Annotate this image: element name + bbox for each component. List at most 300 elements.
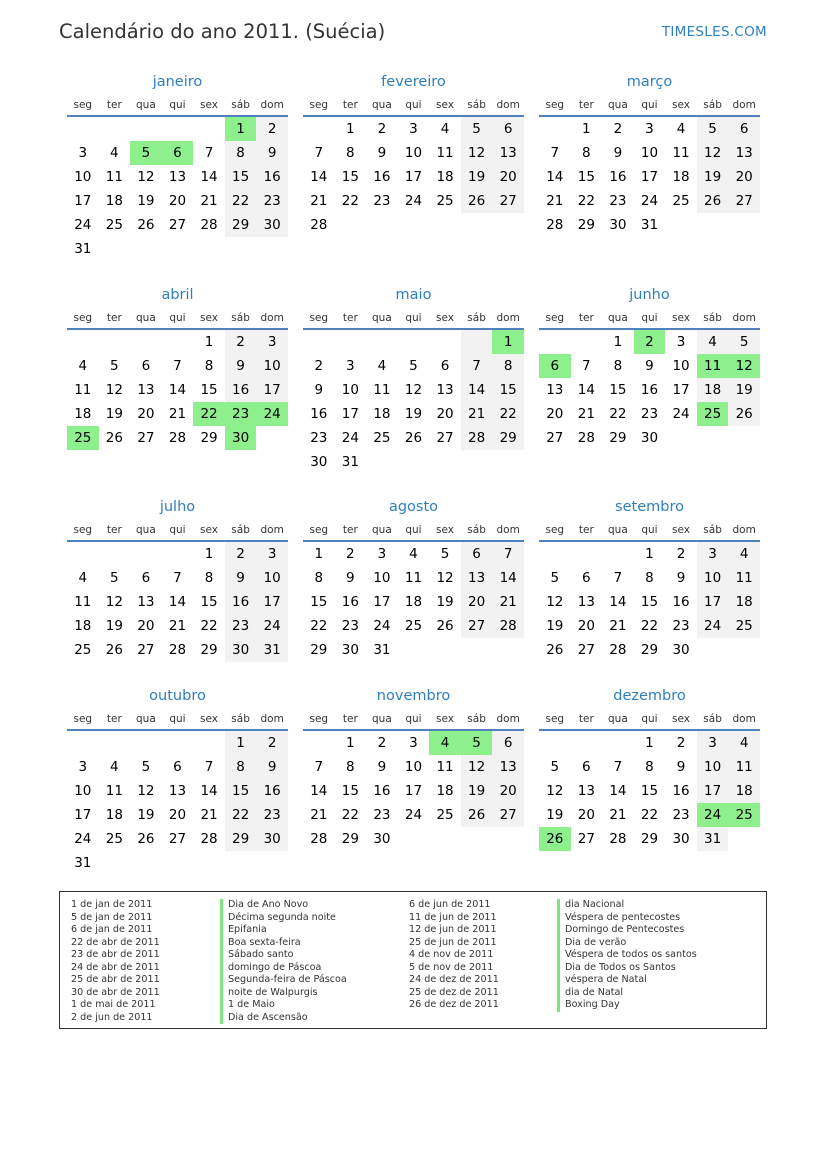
- weekday-label: qua: [136, 524, 156, 536]
- empty-cell: [571, 542, 603, 566]
- holiday-name: Boa sexta-feira: [220, 937, 347, 950]
- day-cell: 19: [461, 779, 493, 803]
- day-cell: 5: [409, 358, 418, 374]
- day-cell: 24: [373, 618, 391, 634]
- brand-link[interactable]: TIMESLES.COM: [661, 24, 767, 40]
- weekday-label: ter: [342, 524, 358, 536]
- weekday-header: [539, 96, 760, 114]
- day-cell: 7: [314, 145, 324, 161]
- day-cell: 20: [728, 165, 760, 189]
- day-cell: 28: [200, 831, 218, 847]
- day-cell: 2: [346, 546, 355, 562]
- day-cell: 19: [728, 378, 760, 402]
- weekday-label: sáb: [231, 713, 250, 725]
- day-cell: 28: [461, 426, 493, 450]
- empty-cell: [99, 330, 131, 354]
- weekday-label: qui: [641, 312, 658, 324]
- day-cell: 12: [137, 783, 155, 799]
- day-cell: 30: [640, 430, 659, 446]
- day-cell: 21: [310, 807, 328, 823]
- weekday-label: seg: [73, 99, 93, 111]
- weekday-header: [539, 309, 760, 327]
- holiday-date: 12 de jun de 2011: [409, 924, 497, 935]
- weekday-header: [303, 309, 524, 327]
- day-cell: 25: [105, 831, 123, 847]
- weekday-label: ter: [578, 312, 594, 324]
- holiday-name: Véspera de pentecostes: [557, 912, 697, 925]
- holiday-date: 25 de abr de 2011: [71, 974, 160, 985]
- day-cell: 30: [225, 638, 257, 662]
- weekday-label: dom: [260, 312, 284, 324]
- day-cell: 15: [225, 165, 257, 189]
- day-cell: 27: [546, 430, 564, 446]
- day-cell: 1: [346, 735, 355, 751]
- weekday-label: qui: [169, 312, 186, 324]
- empty-cell: [429, 213, 461, 237]
- weekday-label: sáb: [703, 713, 722, 725]
- day-cell: 12: [697, 141, 729, 165]
- day-cell: 11: [728, 566, 760, 590]
- day-cell: 16: [256, 165, 288, 189]
- day-cell: 12: [105, 594, 123, 610]
- weekday-label: qua: [372, 99, 392, 111]
- holiday-date: 25 de dez de 2011: [409, 986, 499, 998]
- holiday-name: noite de Walpurgis: [220, 987, 347, 1000]
- weekday-label: sex: [200, 713, 219, 725]
- day-cell: 23: [310, 430, 328, 446]
- day-cell: 14: [168, 382, 187, 398]
- weekday-label: ter: [342, 99, 358, 111]
- day-cell: 10: [341, 382, 359, 398]
- day-cell: 15: [609, 382, 627, 398]
- weekday-label: dom: [260, 524, 284, 536]
- day-cell: 31: [74, 241, 92, 257]
- weekday-label: qua: [608, 312, 628, 324]
- day-cell: 27: [436, 430, 454, 446]
- empty-cell: [130, 330, 162, 354]
- weekday-header: [539, 521, 760, 539]
- day-cell: 17: [404, 169, 423, 185]
- month-abril: [67, 284, 288, 450]
- empty-cell: [366, 213, 398, 237]
- weekday-label: seg: [309, 524, 329, 536]
- empty-cell: [99, 851, 131, 875]
- day-cell: 3: [697, 731, 729, 755]
- day-cell: 11: [697, 354, 729, 378]
- day-cell: 17: [74, 193, 92, 209]
- day-cell: 13: [137, 594, 155, 610]
- month-name: setembro: [615, 499, 684, 515]
- weekday-label: sáb: [231, 524, 250, 536]
- month-name: janeiro: [152, 74, 203, 90]
- day-cell: 23: [373, 807, 391, 823]
- day-cell: 14: [609, 783, 627, 799]
- day-cell: 8: [204, 570, 214, 586]
- empty-cell: [461, 330, 493, 354]
- empty-cell: [461, 638, 493, 662]
- day-cell: 9: [256, 141, 288, 165]
- weekday-label: qui: [641, 713, 658, 725]
- day-cell: 12: [436, 570, 454, 586]
- day-cell: 31: [341, 454, 359, 470]
- day-grid: [303, 330, 524, 474]
- weekday-label: qua: [136, 713, 156, 725]
- weekday-label: dom: [732, 99, 756, 111]
- day-cell: 5: [550, 570, 560, 586]
- day-cell: 28: [168, 430, 187, 446]
- holiday-date: 22 de abr de 2011: [71, 936, 160, 948]
- day-cell: 4: [728, 542, 760, 566]
- day-cell: 9: [256, 755, 288, 779]
- day-cell: 22: [193, 402, 225, 426]
- weekday-label: sex: [436, 713, 455, 725]
- page-title: Calendário do ano 2011. (Suécia): [59, 20, 386, 43]
- weekday-label: sáb: [703, 99, 722, 111]
- weekday-header: [67, 309, 288, 327]
- empty-cell: [398, 827, 430, 851]
- day-cell: 21: [200, 807, 218, 823]
- day-cell: 14: [546, 169, 564, 185]
- weekday-label: qui: [641, 99, 658, 111]
- day-cell: 21: [609, 618, 627, 634]
- day-cell: 1: [645, 546, 654, 562]
- empty-cell: [193, 117, 225, 141]
- day-cell: 24: [404, 193, 423, 209]
- day-cell: 25: [74, 642, 92, 658]
- day-cell: 17: [697, 590, 729, 614]
- day-cell: 2: [225, 542, 257, 566]
- weekday-label: qui: [405, 312, 422, 324]
- weekday-header: [539, 710, 760, 728]
- empty-cell: [193, 731, 225, 755]
- day-cell: 17: [341, 406, 359, 422]
- empty-cell: [602, 731, 634, 755]
- empty-cell: [335, 213, 367, 237]
- empty-cell: [539, 117, 571, 141]
- day-cell: 23: [672, 618, 690, 634]
- day-cell: 7: [492, 542, 524, 566]
- day-cell: 7: [173, 358, 182, 374]
- day-cell: 30: [373, 831, 391, 847]
- day-cell: 28: [310, 217, 328, 233]
- month-name: julho: [159, 499, 196, 515]
- day-cell: 4: [78, 570, 88, 586]
- day-cell: 24: [404, 807, 423, 823]
- weekday-label: sáb: [231, 312, 250, 324]
- day-cell: 31: [256, 638, 288, 662]
- day-cell: 10: [672, 358, 690, 374]
- day-cell: 16: [672, 783, 690, 799]
- empty-cell: [162, 330, 194, 354]
- day-cell: 20: [492, 165, 524, 189]
- month-name: agosto: [388, 499, 439, 515]
- holiday-date: 23 de abr de 2011: [71, 949, 160, 960]
- day-grid: [539, 330, 760, 450]
- day-cell: 28: [492, 614, 524, 638]
- empty-cell: [256, 426, 288, 450]
- day-cell: 11: [728, 755, 760, 779]
- empty-cell: [67, 117, 99, 141]
- day-cell: 7: [461, 354, 493, 378]
- day-cell: 22: [200, 618, 218, 634]
- empty-cell: [728, 638, 760, 662]
- day-cell: 20: [577, 618, 595, 634]
- weekday-label: qui: [169, 99, 186, 111]
- day-cell: 30: [256, 827, 288, 851]
- empty-cell: [429, 450, 461, 474]
- day-cell: 3: [676, 334, 686, 350]
- day-cell: 6: [539, 354, 571, 378]
- empty-cell: [130, 542, 162, 566]
- day-cell: 3: [78, 145, 88, 161]
- day-cell: 4: [697, 330, 729, 354]
- day-cell: 15: [341, 169, 359, 185]
- day-cell: 14: [492, 566, 524, 590]
- day-cell: 25: [67, 426, 99, 450]
- day-cell: 18: [74, 618, 92, 634]
- day-cell: 26: [436, 618, 454, 634]
- holiday-list: [59, 891, 767, 1029]
- day-cell: 13: [492, 755, 524, 779]
- day-cell: 4: [440, 121, 450, 137]
- empty-cell: [99, 237, 131, 261]
- empty-cell: [162, 117, 194, 141]
- day-cell: 27: [137, 642, 155, 658]
- day-cell: 21: [609, 807, 627, 823]
- day-cell: 8: [314, 570, 324, 586]
- day-cell: 2: [676, 546, 686, 562]
- weekday-label: seg: [73, 312, 93, 324]
- month-name: abril: [161, 287, 194, 303]
- month-name: outubro: [149, 688, 206, 704]
- day-cell: 16: [310, 406, 328, 422]
- day-cell: 15: [577, 169, 595, 185]
- day-grid: [303, 117, 524, 237]
- day-cell: 12: [404, 382, 423, 398]
- weekday-label: sex: [436, 99, 455, 111]
- day-cell: 21: [168, 406, 187, 422]
- empty-cell: [539, 330, 571, 354]
- weekday-label: seg: [545, 524, 565, 536]
- month-agosto: [303, 496, 524, 662]
- day-cell: 14: [168, 594, 187, 610]
- day-cell: 9: [377, 759, 387, 775]
- day-cell: 7: [613, 759, 623, 775]
- day-cell: 3: [377, 546, 387, 562]
- day-cell: 9: [314, 382, 324, 398]
- day-cell: 15: [640, 594, 659, 610]
- day-cell: 27: [168, 217, 187, 233]
- month-fevereiro: [303, 71, 524, 237]
- weekday-label: ter: [578, 713, 594, 725]
- empty-cell: [398, 330, 430, 354]
- empty-cell: [429, 330, 461, 354]
- day-cell: 21: [577, 406, 595, 422]
- empty-cell: [335, 330, 367, 354]
- day-cell: 15: [225, 779, 257, 803]
- weekday-label: dom: [260, 99, 284, 111]
- day-cell: 10: [697, 755, 729, 779]
- day-cell: 15: [640, 783, 659, 799]
- day-cell: 21: [168, 618, 187, 634]
- day-cell: 5: [141, 759, 151, 775]
- weekday-label: dom: [496, 99, 520, 111]
- day-cell: 25: [105, 217, 123, 233]
- holiday-date: 1 de jan de 2011: [71, 899, 153, 910]
- day-cell: 22: [640, 618, 659, 634]
- day-cell: 8: [346, 145, 355, 161]
- day-cell: 2: [225, 330, 257, 354]
- weekday-label: sex: [200, 312, 219, 324]
- day-cell: 18: [697, 378, 729, 402]
- day-cell: 4: [110, 759, 119, 775]
- day-cell: 3: [346, 358, 355, 374]
- day-cell: 18: [436, 783, 454, 799]
- holiday-name: Sábado santo: [220, 949, 347, 962]
- day-cell: 3: [78, 759, 88, 775]
- day-cell: 1: [346, 121, 355, 137]
- day-cell: 1: [204, 334, 214, 350]
- day-cell: 25: [728, 803, 760, 827]
- day-cell: 20: [546, 406, 564, 422]
- weekday-label: qua: [372, 312, 392, 324]
- day-cell: 24: [341, 430, 359, 446]
- weekday-label: ter: [578, 99, 594, 111]
- day-cell: 3: [256, 542, 288, 566]
- day-cell: 23: [672, 807, 690, 823]
- day-cell: 9: [676, 759, 686, 775]
- day-cell: 25: [404, 618, 423, 634]
- day-cell: 11: [404, 570, 423, 586]
- month-name: novembro: [376, 688, 451, 704]
- day-cell: 21: [310, 193, 328, 209]
- day-cell: 5: [440, 546, 450, 562]
- day-cell: 8: [492, 354, 524, 378]
- empty-cell: [67, 731, 99, 755]
- day-cell: 12: [546, 783, 564, 799]
- day-cell: 9: [645, 358, 654, 374]
- day-cell: 25: [697, 402, 729, 426]
- holiday-date: 25 de jun de 2011: [409, 936, 497, 948]
- holiday-name: domingo de Páscoa: [220, 962, 347, 975]
- day-cell: 5: [550, 759, 560, 775]
- day-cell: 6: [141, 570, 151, 586]
- day-cell: 8: [346, 759, 355, 775]
- day-cell: 18: [105, 807, 123, 823]
- day-cell: 22: [341, 193, 359, 209]
- day-grid: [67, 731, 288, 875]
- day-cell: 16: [341, 594, 359, 610]
- holiday-date: 2 de jun de 2011: [71, 1011, 153, 1023]
- day-cell: 2: [256, 117, 288, 141]
- weekday-label: qui: [169, 713, 186, 725]
- day-cell: 9: [613, 145, 623, 161]
- day-cell: 7: [204, 759, 214, 775]
- empty-cell: [492, 213, 524, 237]
- day-cell: 30: [672, 831, 690, 847]
- empty-cell: [728, 827, 760, 851]
- holiday-name: Décima segunda noite: [220, 912, 347, 925]
- empty-cell: [303, 117, 335, 141]
- day-cell: 16: [609, 169, 627, 185]
- empty-cell: [99, 542, 131, 566]
- day-cell: 17: [256, 378, 288, 402]
- day-cell: 16: [672, 594, 690, 610]
- day-cell: 11: [436, 759, 454, 775]
- holiday-name: Véspera de todos os santos: [557, 949, 697, 962]
- day-cell: 26: [137, 831, 155, 847]
- weekday-label: sex: [200, 524, 219, 536]
- empty-cell: [461, 450, 493, 474]
- weekday-label: ter: [106, 524, 122, 536]
- day-cell: 15: [310, 594, 328, 610]
- day-cell: 27: [492, 189, 524, 213]
- day-cell: 15: [492, 378, 524, 402]
- day-cell: 10: [404, 759, 423, 775]
- day-cell: 12: [461, 755, 493, 779]
- holiday-name: 1 de Maio: [220, 999, 347, 1012]
- empty-cell: [665, 426, 697, 450]
- holiday-date: 6 de jan de 2011: [71, 924, 153, 935]
- day-cell: 18: [74, 406, 92, 422]
- day-cell: 9: [377, 145, 387, 161]
- day-cell: 19: [697, 165, 729, 189]
- empty-cell: [162, 851, 194, 875]
- day-cell: 23: [225, 614, 257, 638]
- day-cell: 16: [373, 783, 391, 799]
- day-cell: 14: [200, 169, 218, 185]
- holiday-dates-col-2: [409, 899, 499, 1012]
- day-cell: 10: [640, 145, 659, 161]
- day-cell: 27: [461, 614, 493, 638]
- month-novembro: [303, 685, 524, 851]
- empty-cell: [99, 117, 131, 141]
- day-cell: 2: [613, 121, 623, 137]
- empty-cell: [162, 542, 194, 566]
- day-cell: 13: [436, 382, 454, 398]
- day-cell: 8: [613, 358, 623, 374]
- day-cell: 14: [310, 169, 328, 185]
- empty-cell: [697, 213, 729, 237]
- day-cell: 19: [546, 807, 564, 823]
- weekday-label: sáb: [467, 99, 486, 111]
- empty-cell: [303, 731, 335, 755]
- empty-cell: [162, 731, 194, 755]
- weekday-header: [303, 521, 524, 539]
- day-cell: 18: [672, 169, 690, 185]
- day-cell: 6: [461, 542, 493, 566]
- weekday-label: qui: [405, 99, 422, 111]
- day-cell: 26: [728, 402, 760, 426]
- empty-cell: [492, 450, 524, 474]
- weekday-label: ter: [106, 312, 122, 324]
- empty-cell: [256, 237, 288, 261]
- empty-cell: [99, 731, 131, 755]
- empty-cell: [571, 330, 603, 354]
- day-cell: 30: [310, 454, 328, 470]
- weekday-label: ter: [106, 99, 122, 111]
- day-cell: 30: [225, 426, 257, 450]
- day-cell: 7: [314, 759, 324, 775]
- day-cell: 20: [436, 406, 454, 422]
- day-cell: 11: [436, 145, 454, 161]
- day-cell: 22: [225, 803, 257, 827]
- empty-cell: [398, 213, 430, 237]
- empty-cell: [398, 450, 430, 474]
- day-cell: 6: [582, 759, 591, 775]
- day-cell: 27: [577, 831, 595, 847]
- day-cell: 20: [577, 807, 595, 823]
